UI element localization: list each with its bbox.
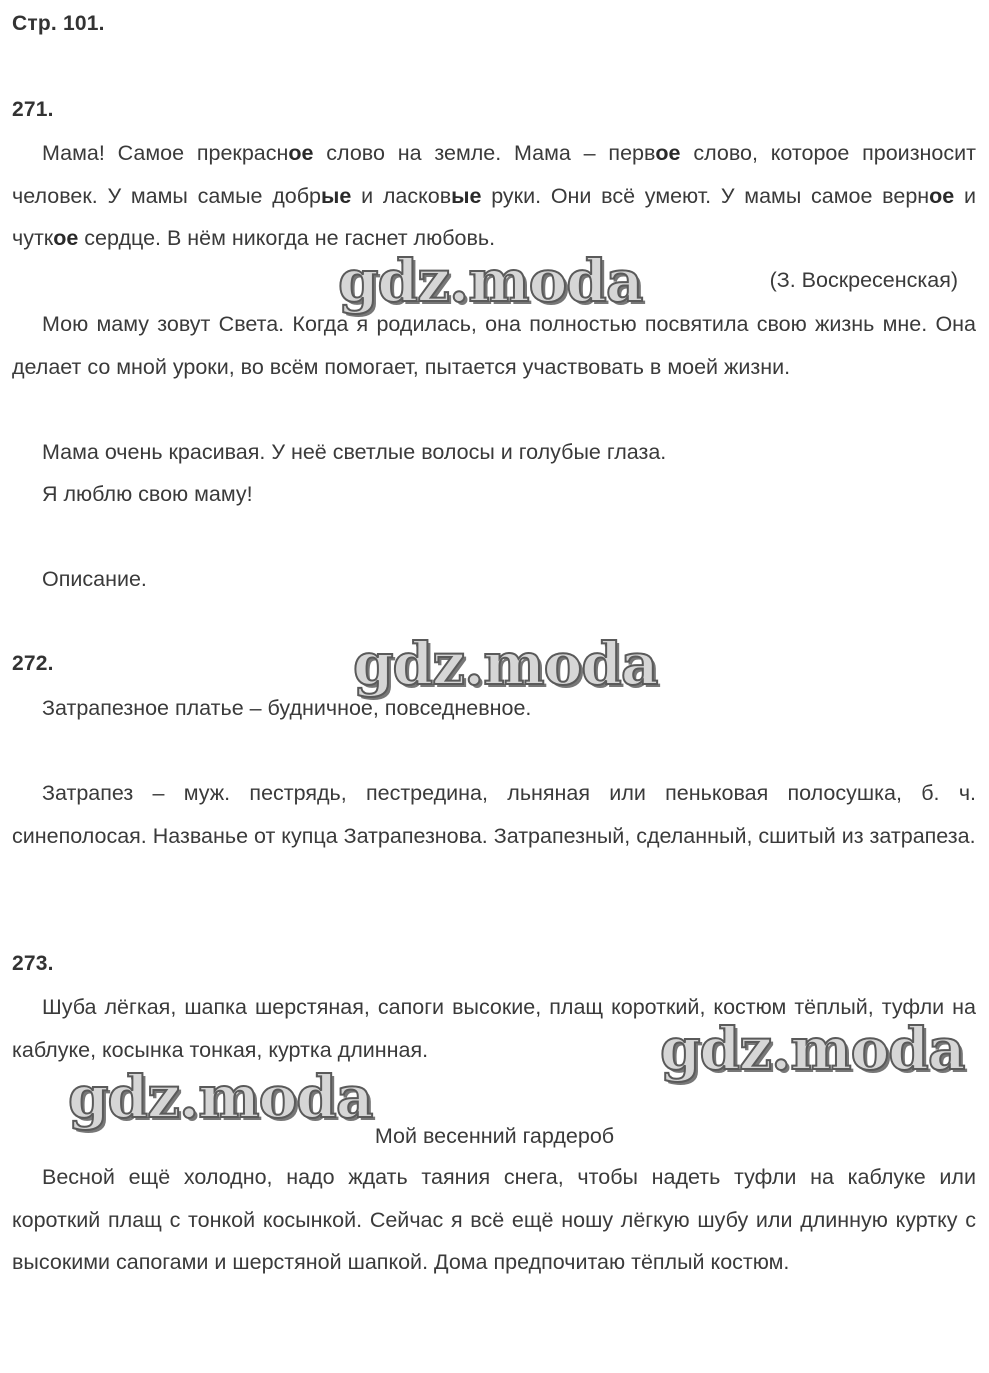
exercise-273-number: 273. bbox=[12, 952, 54, 975]
bold-ending: ое bbox=[288, 141, 314, 165]
text-segment: и ласков bbox=[351, 183, 452, 208]
exercise-271-paragraph-5: Описание. bbox=[42, 567, 147, 591]
bold-ending: ое bbox=[929, 183, 955, 208]
bold-ending: ое bbox=[53, 226, 79, 251]
exercise-271-paragraph-4: Я люблю свою маму! bbox=[42, 482, 253, 506]
exercise-271-paragraph-1 bbox=[12, 132, 976, 260]
exercise-271-number: 271. bbox=[12, 98, 54, 121]
bold-ending: ые bbox=[451, 183, 482, 208]
exercise-272-paragraph-2: Затрапез – муж. пестрядь, пестредина, льняная или пеньковая полосушка, б. ч. синеполосая. Названье от купца Затрапезнова. Затрапезный, сделанный, сшитый из затрапеза. bbox=[12, 781, 976, 848]
exercise-271-author: (З. Воскресенская) bbox=[769, 268, 958, 292]
exercise-273-paragraph-2: Весной ещё холодно, надо ждать таяния снега, чтобы надеть туфли на каблуке или короткий плащ с тонкой косынкой. Сейчас я всё ещё ношу лёгкую шубу или длинную куртку с высокими сапогами и шерстяной шапкой. Дома предпочитаю тёплый костюм. bbox=[12, 1165, 976, 1275]
page-header: Стр. 101. bbox=[12, 12, 105, 35]
watermark-logo-3: gdz.moda bbox=[660, 1015, 965, 1083]
exercise-273-paragraph-1: Шуба лёгкая, шапка шерстяная, сапоги высокие, плащ короткий, костюм тёплый, туфли на каблуке, косынка тонкая, куртка длинная. bbox=[12, 995, 976, 1062]
watermark-logo-2: gdz.moda bbox=[353, 630, 658, 698]
text-segment: сердце. В нём никогда не гаснет любовь. bbox=[78, 226, 496, 251]
exercise-272-number: 272. bbox=[12, 652, 54, 675]
watermark-logo-1: gdz.moda bbox=[338, 247, 643, 315]
bold-ending: ые bbox=[321, 183, 352, 208]
exercise-273-title: Мой весенний гардероб bbox=[374, 1124, 615, 1148]
text-segment: слово, которое произносит человек. У мамы самые добр bbox=[12, 141, 976, 208]
bold-ending: ое bbox=[655, 141, 681, 165]
exercise-271-paragraph-2: Мою маму зовут Света. Когда я родилась, она полностью посвятила свою жизнь мне. Она делает со мной уроки, во всём помогает, пытается участвовать в моей жизни. bbox=[12, 312, 976, 379]
text-segment: руки. Они всё умеют. У мамы самое верн bbox=[481, 183, 930, 208]
watermark-logo-4: gdz.moda bbox=[68, 1063, 373, 1131]
text-segment: Мама! Самое прекрасн bbox=[42, 141, 289, 165]
exercise-272-paragraph-1: Затрапезное платье – будничное, повседневное. bbox=[42, 696, 532, 720]
text-segment: слово на земле. Мама – перв bbox=[313, 141, 656, 165]
text-segment: и чутк bbox=[12, 183, 977, 251]
exercise-271-paragraph-3: Мама очень красивая. У неё светлые волосы и голубые глаза. bbox=[42, 440, 667, 464]
